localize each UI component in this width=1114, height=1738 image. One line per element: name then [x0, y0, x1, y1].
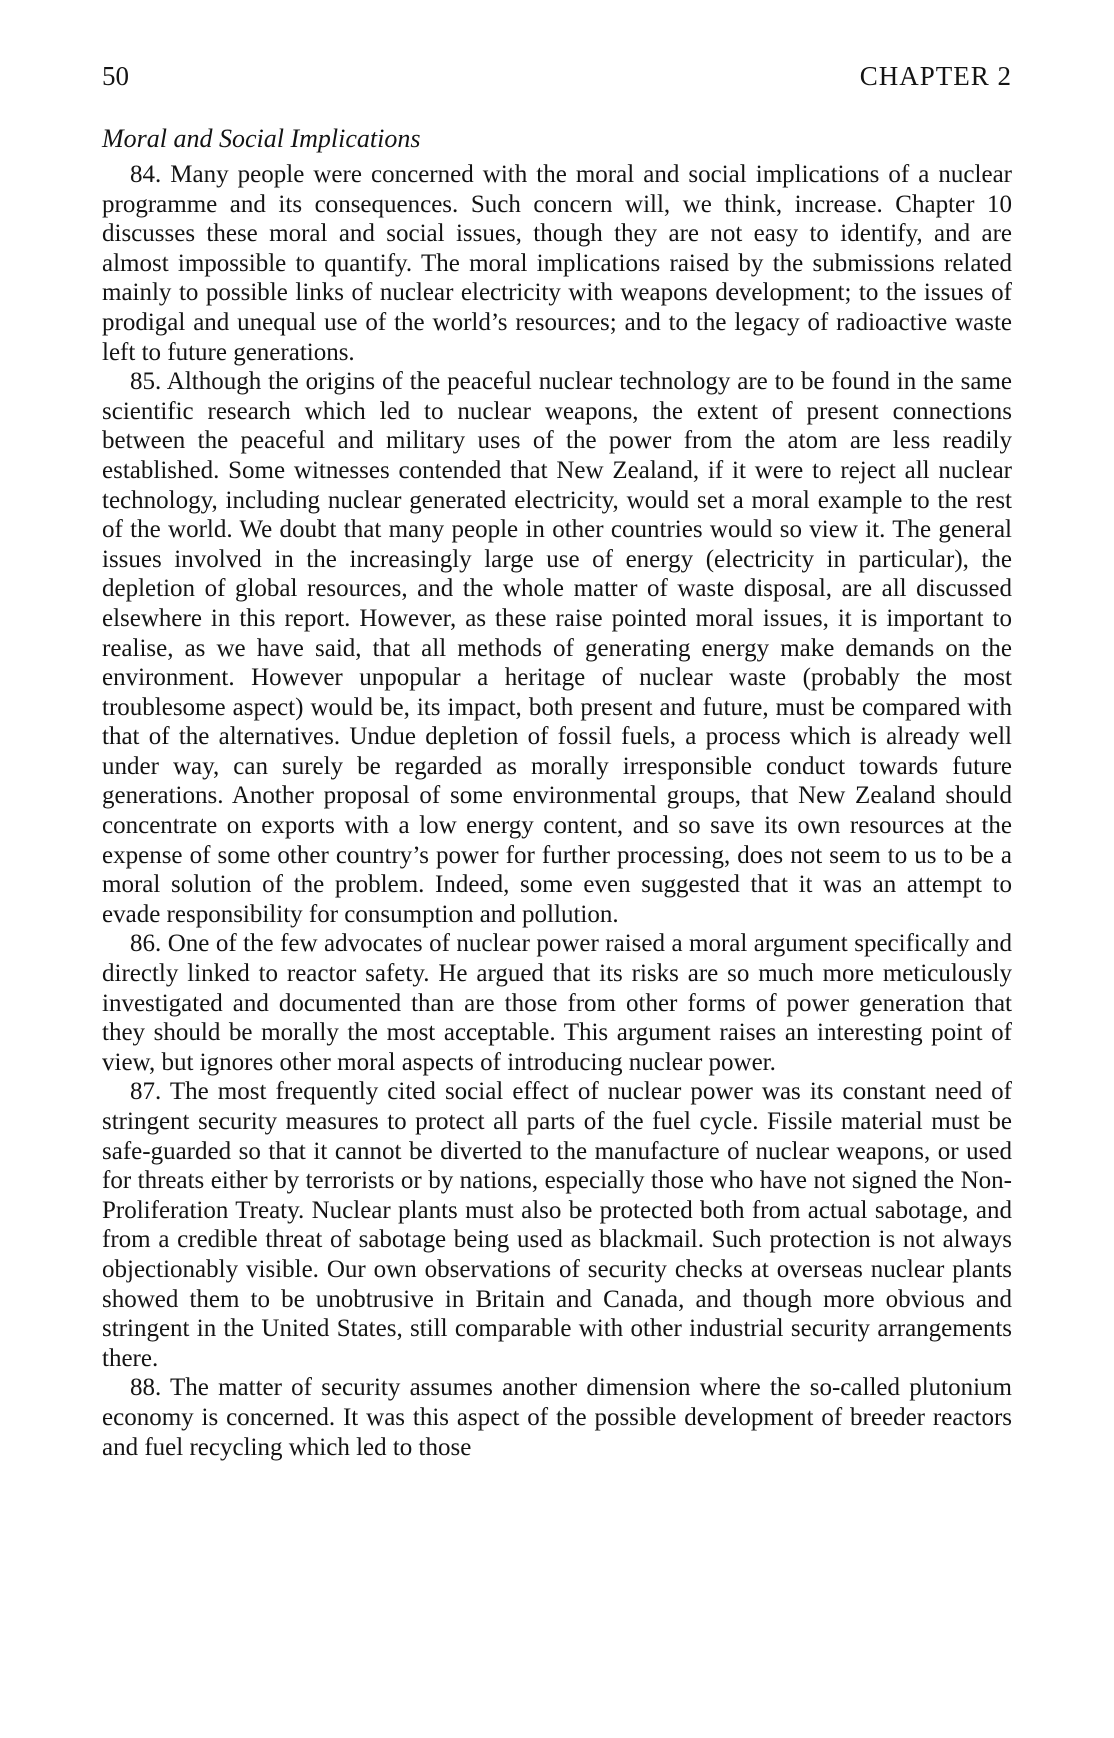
page-number: 50: [102, 61, 129, 91]
paragraph-88: 88. The matter of security assumes another dimension where the so-called plutonium economy is concerned. It was this aspect of the possible development of breeder reactors and fuel recycling which led to those: [102, 1374, 1012, 1461]
paragraph-86: 86. One of the few advocates of nuclear power raised a moral argument specifically and directly linked to reactor safety. He argued that its risks are so much more meticulously investigated and documented than are those from other forms of power generation that they should be morally the most acceptable. This argument raises an interesting point of view, but ignores other moral aspects of introducing nuclear power.: [102, 930, 1012, 1076]
section-heading: Moral and Social Implications: [102, 124, 421, 153]
body-text: [102, 160, 1012, 1462]
document-page: [102, 58, 1012, 1462]
paragraph-85: 85. Although the origins of the peaceful nuclear technology are to be found in the same scientific research which led to nuclear weapons, the extent of present connections between the peaceful and military uses of the power from the atom are less readily established. Some witnesses contended that New Zealand, if it were to reject all nuclear technology, including nuclear generated electricity, would set a moral example to the rest of the world. We doubt that many people in other countries would so view it. The general issues involved in the increasingly large use of energy (electricity in particular), the depletion of global resources, and the whole matter of waste disposal, are all discussed elsewhere in this report. However, as these raise pointed moral issues, it is important to realise, as we have said, that all methods of generating energy make demands on the environment. However unpopular a heritage of nuclear waste (probably the most troublesome aspect) would be, its impact, both present and future, must be compared with that of the alternatives. Undue depletion of fossil fuels, a process which is already well under way, can surely be regarded as morally irresponsible conduct towards future generations. Another proposal of some environmental groups, that New Zealand should concentrate on exports with a low energy content, and so save its own resources at the expense of some other country’s power for further processing, does not seem to us to be a moral solution of the problem. Indeed, some even suggested that it was an attempt to evade responsibility for consumption and pollution.: [102, 368, 1012, 928]
paragraph-87: 87. The most frequently cited social effect of nuclear power was its constant need of stringent security measures to protect all parts of the fuel cycle. Fissile material must be safe-guarded so that it cannot be diverted to the manufacture of nuclear weapons, or used for threats either by terrorists or by nations, especially those who have not signed the Non-Proliferation Treaty. Nuclear plants must also be protected both from actual sabotage, and from a credible threat of sabotage being used as blackmail. Such protection is not always objectionably visible. Our own observations of security checks at overseas nuclear plants showed them to be unobtrusive in Britain and Canada, and though more obvious and stringent in the United States, still comparable with other industrial security arrangements there.: [102, 1078, 1012, 1372]
chapter-label: CHAPTER 2: [859, 61, 1012, 91]
paragraph-84: 84. Many people were concerned with the moral and social implications of a nuclear programme and its consequences. Such concern will, we think, increase. Chapter 10 discusses these moral and social issues, though they are not easy to identify, and are almost impossible to quantify. The moral implications raised by the submissions related mainly to possible links of nuclear electricity with weapons development; to the issues of prodigal and unequal use of the world’s resources; and to the legacy of radioactive waste left to future generations.: [102, 161, 1012, 366]
running-header: [102, 58, 1012, 94]
